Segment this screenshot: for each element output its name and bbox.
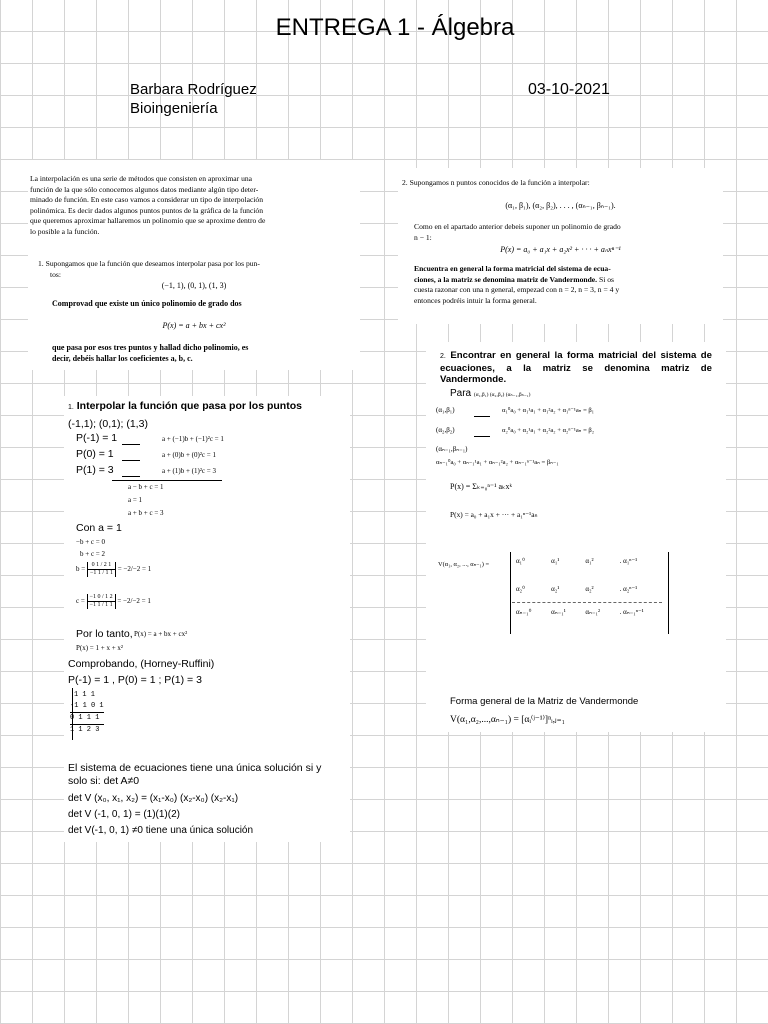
- bold-statement-vandermonde: Encuentra en general la forma matricial del sistema de ecua- ciones, a la matriz se denomina matriz de Vandermonde. Si os cuesta razonar con una n general, empezad con n = 2, n = 3, n = 4 y entonces podréis intuir la forma general.: [414, 264, 620, 305]
- bold-statement-1: Comprovad que existe un único polinomio de grado dos: [52, 299, 242, 308]
- eq-0: a + (0)b + (0)²c = 1: [162, 451, 216, 459]
- problem-statement-right: [398, 168, 723, 324]
- sistema-condition: El sistema de ecuaciones tiene una única solución si y solo si: det A≠0: [68, 762, 322, 787]
- ruffini-table: 1 1 1 -1 1 0 1 0 1 1 1 1 1 2 3: [70, 691, 104, 734]
- por-lo-tanto: Por lo tanto,: [76, 628, 133, 640]
- det-conclusion: det V(-1, 0, 1) ≠0 tiene una única solución: [68, 825, 254, 836]
- item-1-text: 1. Supongamos que la función que deseamos interpolar pasa por los pun- tos:: [38, 259, 260, 279]
- solution-2: [426, 342, 726, 732]
- arrow-line-1: [122, 444, 140, 445]
- pair-n: (αₙ₋₁,βₙ₋₁): [436, 445, 468, 453]
- intro-paragraph: La interpolación es una serie de métodos que consisten en aproximar una función de la que sólo conocemos algunos datos mediante algún tipo deter- minado de función. En este caso vamos a considerar un tipo de interpolación polinómica. Es decir dados algunos puntos puntos de la gráfica de la función que queremos aproximar hallaremos un polinomio que se aproxime dentro de lo posible a la función.: [30, 174, 266, 236]
- equation-2: α₂⁰a₀ + α₂¹a₁ + α₂²a₂ + α₂ⁿ⁻¹aₙ = β₂: [502, 427, 595, 434]
- solution-2-heading: 2. Encontrar en general la forma matricial del sistema de ecuaciones, a la matriz se denomina matriz de Vandermonde.: [440, 350, 712, 385]
- pair-1: (α₁,β₁): [436, 406, 455, 414]
- pl-formula: P(x) = a + bx + cx²: [134, 630, 188, 638]
- general-polynomial: P(x) = a₀ + a₁x + a₂x² + · · · + aₙxⁿ⁻¹: [500, 245, 621, 254]
- arrow-line-2: [122, 460, 140, 461]
- pair-2: (α₂,β₂): [436, 426, 455, 434]
- previous-step-text: Como en el apartado anterior debeis suponer un polinomio de grado n − 1:: [414, 222, 621, 242]
- student-program: Bioingeniería: [130, 100, 218, 117]
- vandermonde-label: V(α₁, α₂, ..., αₙ₋₁) =: [438, 561, 490, 568]
- sys-1: a − b + c = 1: [128, 483, 164, 491]
- cramer-b: b = $\frac{0 1 / 2 1}{-1 1 / 1 1}$ = −2/−2 = 1: [76, 562, 152, 576]
- p-neg1: P(-1) = 1: [76, 432, 118, 444]
- solution-1-heading: 1. Interpolar la función que pasa por los puntos: [68, 400, 302, 412]
- solution-1: [64, 396, 350, 842]
- eq-neg1: a + (−1)b + (−1)²c = 1: [162, 435, 224, 443]
- matrix-row-n: αₙ₋₁⁰ αₙ₋₁¹ αₙ₋₁² . αₙ₋₁ⁿ⁻¹: [516, 608, 644, 616]
- matrix-row-1: α₁⁰ α₁¹ α₁² . α₁ⁿ⁻¹: [516, 557, 638, 565]
- vandermonde-matrix: [512, 554, 662, 619]
- reduced-1: −b + c = 0: [76, 538, 105, 546]
- det-formula: det V (x₀, x₁, x₂) = (x₁-x₀) (x₂-x₀) (x₂-x₁): [68, 793, 239, 804]
- points-formula: (−1, 1), (0, 1), (1, 3): [161, 281, 227, 290]
- det-value: det V (-1, 0, 1) = (1)(1)(2): [68, 809, 180, 820]
- sys-2: a = 1: [128, 496, 143, 504]
- polynomial-formula: P(x) = a + bx + cx²: [162, 321, 226, 330]
- general-formula: V(α₁,α₂,...,αₙ₋₁) = [αᵢ⁽ʲ⁻¹⁾]ⁿᵢ,ⱼ₌₁: [450, 715, 565, 725]
- matrix-b-den: −1 1 / 1 1: [87, 570, 116, 577]
- equation-n: αₙ₋₁⁰a₀ + αₙ₋₁¹a₁ + αₙ₋₁²a₂ + αₙ₋₁ⁿ⁻¹aₙ = βₙ₋₁: [436, 459, 559, 466]
- equation-1: α₁⁰a₀ + α₁¹a₁ + α₁²a₂ + α₁ⁿ⁻¹aₙ = β₁: [502, 407, 595, 414]
- matrix-c-num: −1 0 / 1 2: [87, 594, 116, 601]
- underline: [112, 480, 222, 481]
- comprobando: Comprobando, (Horney-Ruffini): [68, 658, 215, 670]
- solution-1-points: (-1,1); (0,1); (1,3): [68, 418, 148, 430]
- check-values: P(-1) = 1 , P(0) = 1 ; P(1) = 3: [68, 674, 202, 686]
- page-title: ENTREGA 1 - Álgebra: [275, 14, 515, 41]
- item-2-text: 2. Supongamos n puntos conocidos de la función a interpolar:: [402, 178, 590, 187]
- matrix-c-den: −1 1 / 1 1: [87, 602, 116, 609]
- con-a: Con a = 1: [76, 522, 122, 534]
- problem-statement-left: [28, 160, 360, 370]
- result-polynomial: P(x) = 1 + x + x²: [76, 644, 123, 652]
- sys-3: a + b + c = 3: [128, 509, 164, 517]
- cramer-c: c = $\frac{-1 0 / 1 2}{-1 1 / 1 1}$ = −2/−2 = 1: [76, 594, 151, 608]
- matrix-right-bar: [668, 552, 669, 634]
- date: 03-10-2021: [528, 81, 610, 98]
- para-line: Para (α₁,β₁) (α₂,β₂) (αₙ₋₁,βₙ₋₁): [450, 388, 531, 399]
- arrow-pair-1: [474, 416, 490, 417]
- eq-1: a + (1)b + (1)²c = 3: [162, 467, 216, 475]
- matrix-left-bar: [510, 552, 511, 634]
- arrow-line-3: [122, 476, 140, 477]
- matrix-row-2: α₂⁰ α₂¹ α₂² . α₂ⁿ⁻¹: [516, 585, 638, 593]
- expanded-polynomial: P(x) = a₀ + a₁x + ··· + a₁ⁿ⁻¹aₙ: [450, 510, 538, 519]
- arrow-pair-2: [474, 436, 490, 437]
- p-1: P(1) = 3: [76, 464, 114, 476]
- sequence-formula: (α₁, β₁), (α₂, β₂), . . . , (αₙ₋₁, βₙ₋₁).: [505, 201, 616, 210]
- bold-statement-2: que pasa por esos tres puntos y hallad dicho polinomio, es decir, debéis hallar los coeficientes a, b, c.: [52, 343, 249, 364]
- sum-formula: P(x) = Σₖ₌₀ⁿ⁻¹ aₖxᵏ: [450, 482, 512, 491]
- reduced-2: b + c = 2: [80, 550, 106, 558]
- student-name: Barbara Rodríguez: [130, 81, 257, 98]
- p-0: P(0) = 1: [76, 448, 114, 460]
- forma-general-label: Forma general de la Matriz de Vandermonde: [450, 696, 639, 707]
- matrix-b-num: 0 1 / 2 1: [87, 562, 116, 569]
